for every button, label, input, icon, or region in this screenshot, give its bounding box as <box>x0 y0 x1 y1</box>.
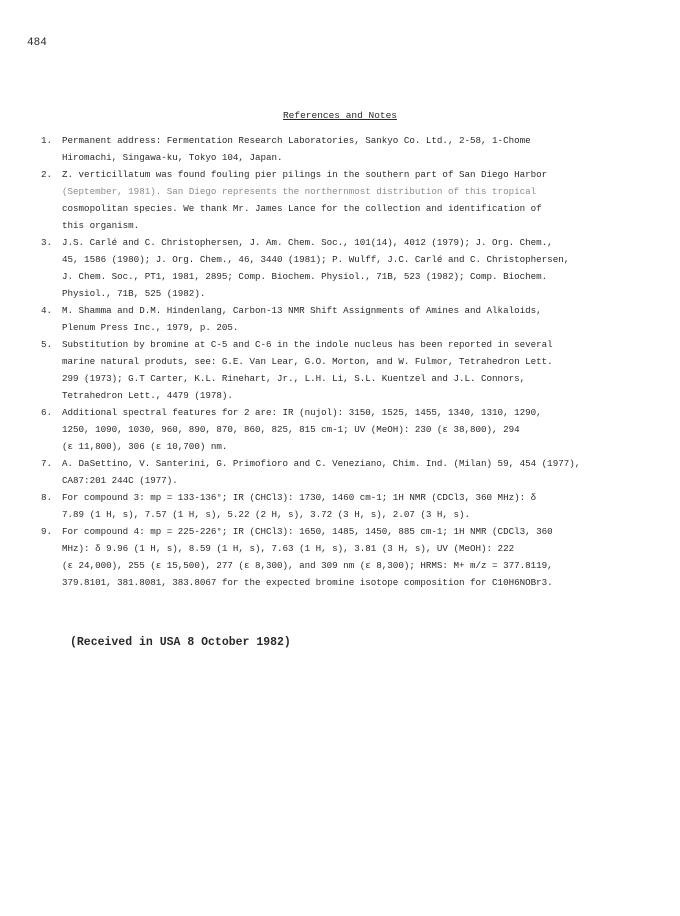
reference-line: Plenum Press Inc., 1979, p. 205. <box>62 322 239 333</box>
reference-line: (September, 1981). San Diego represents the northernmost distribution of this tropical <box>62 186 537 197</box>
reference-item <box>41 132 641 166</box>
reference-line: Hiromachi, Singawa-ku, Tokyo 104, Japan. <box>62 152 283 163</box>
reference-line: A. DaSettino, V. Santerini, G. Primofioro and C. Veneziano, Chim. Ind. (Milan) 59, 454 (1977), <box>62 458 581 469</box>
reference-item <box>41 523 641 591</box>
reference-line: 45, 1586 (1980); J. Org. Chem., 46, 3440 (1981); P. Wulff, J.C. Carlé and C. Christophersen, <box>62 254 570 265</box>
reference-line: Additional spectral features for 2 are: IR (nujol): 3150, 1525, 1455, 1340, 1310, 1290, <box>62 407 542 418</box>
reference-number: 3. <box>41 237 53 248</box>
reference-number: 5. <box>41 339 53 350</box>
reference-item <box>41 455 641 489</box>
received-note: (Received in USA 8 October 1982) <box>70 636 291 649</box>
reference-line: marine natural produts, see: G.E. Van Lear, G.O. Morton, and W. Fulmor, Tetrahedron Lett. <box>62 356 553 367</box>
reference-line: 7.89 (1 H, s), 7.57 (1 H, s), 5.22 (2 H, s), 3.72 (3 H, s), 2.07 (3 H, s). <box>62 509 470 520</box>
reference-number: 4. <box>41 305 53 316</box>
reference-line: 299 (1973); G.T Carter, K.L. Rinehart, Jr., L.H. Li, S.L. Kuentzel and J.L. Connors, <box>62 373 526 384</box>
reference-number: 9. <box>41 526 53 537</box>
reference-line: J. Chem. Soc., PT1, 1981, 2895; Comp. Biochem. Physiol., 71B, 523 (1982); Comp. Biochem. <box>62 271 548 282</box>
reference-item <box>41 404 641 455</box>
reference-line: MHz): δ 9.96 (1 H, s), 8.59 (1 H, s), 7.63 (1 H, s), 3.81 (3 H, s), UV (MeOH): 222 <box>62 543 515 554</box>
reference-item <box>41 166 641 234</box>
reference-line: CA87:201 244C (1977). <box>62 475 178 486</box>
reference-number: 8. <box>41 492 53 503</box>
page-number: 484 <box>27 37 47 49</box>
reference-line: Z. verticillatum was found fouling pier pilings in the southern part of San Diego Harbor <box>62 169 548 180</box>
reference-item <box>41 234 641 302</box>
reference-number: 1. <box>41 135 53 146</box>
references-heading: References and Notes <box>282 110 398 121</box>
reference-number: 2. <box>41 169 53 180</box>
reference-line: (ε 11,800), 306 (ε 10,700) nm. <box>62 441 228 452</box>
reference-line: Substitution by bromine at C-5 and C-6 in the indole nucleus has been reported in several <box>62 339 553 350</box>
reference-line: (ε 24,000), 255 (ε 15,500), 277 (ε 8,300), and 309 nm (ε 8,300); HRMS: M+ m/z = 377.8119, <box>62 560 553 571</box>
reference-line: For compound 4: mp = 225-226°; IR (CHCl3): 1650, 1485, 1450, 885 cm-1; 1H NMR (CDCl3, 360 <box>62 526 553 537</box>
reference-line: 1250, 1090, 1030, 960, 890, 870, 860, 825, 815 cm-1; UV (MeOH): 230 (ε 38,800), 294 <box>62 424 520 435</box>
reference-line: this organism. <box>62 220 140 231</box>
reference-number: 7. <box>41 458 53 469</box>
reference-number: 6. <box>41 407 53 418</box>
reference-item <box>41 489 641 523</box>
reference-line: 379.8101, 381.8081, 383.8067 for the expected bromine isotope composition for C10H6NOBr3. <box>62 577 553 588</box>
reference-line: J.S. Carlé and C. Christophersen, J. Am. Chem. Soc., 101(14), 4012 (1979); J. Org. Chem., <box>62 237 553 248</box>
reference-item <box>41 336 641 404</box>
reference-line: M. Shamma and D.M. Hindenlang, Carbon-13 NMR Shift Assignments of Amines and Alkaloids, <box>62 305 542 316</box>
reference-item <box>41 302 641 336</box>
reference-line: For compound 3: mp = 133-136°; IR (CHCl3): 1730, 1460 cm-1; 1H NMR (CDCl3, 360 MHz): δ <box>62 492 537 503</box>
reference-line: Tetrahedron Lett., 4479 (1978). <box>62 390 233 401</box>
reference-list <box>41 132 641 591</box>
reference-line: cosmopolitan species. We thank Mr. James Lance for the collection and identification of <box>62 203 542 214</box>
reference-line: Permanent address: Fermentation Research Laboratories, Sankyo Co. Ltd., 2-58, 1-Chome <box>62 135 531 146</box>
reference-line: Physiol., 71B, 525 (1982). <box>62 288 206 299</box>
